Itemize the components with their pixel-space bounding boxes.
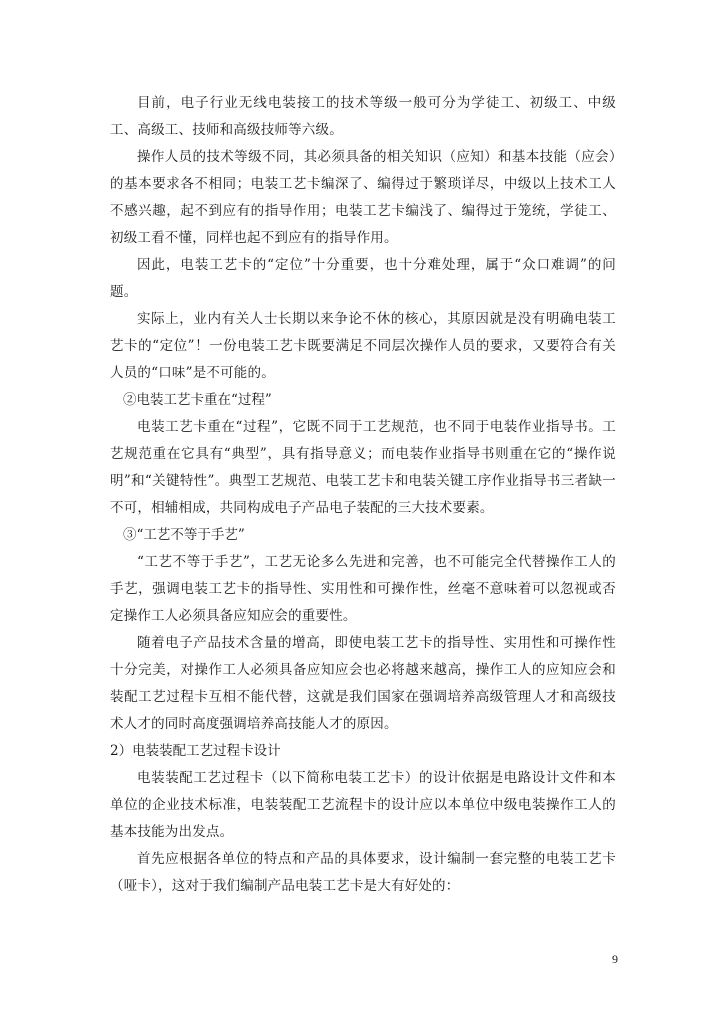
paragraph-process: 电装工艺卡重在“过程”，它既不同于工艺规范，也不同于电装作业指导书。工艺规范重在它具有“典型”，具有指导意义；而电装作业指导书则重在它的“操作说明”和“关键特性”。典型工艺规范、电装工艺卡和电装关键工序作业指导书三者缺一不可，相辅相成，共同构成电子产品电子装配的三大技术要素。 [110, 419, 616, 516]
document-body [110, 90, 616, 900]
paragraph-design-2: 首先应根据各单位的特点和产品的具体要求，设计编制一套完整的电装工艺卡（哑卡），这对于我们编制产品电装工艺卡是大有好处的： [110, 851, 616, 894]
paragraph-skill-differences: 操作人员的技术等级不同，其必须具备的相关知识（应知）和基本技能（应会）的基本要求各不相同；电装工艺卡编深了、编得过于繁琐详尽，中级以上技术工人不感兴趣，起不到应有的指导作用；电装工艺卡编浅了、编得过于笼统，学徒工、初级工看不懂，同样也起不到应有的指导作用。 [110, 149, 616, 246]
heading-section-design: 2）电装装配工艺过程卡设计 [110, 743, 281, 759]
paragraph-positioning: 因此，电装工艺卡的“定位”十分重要，也十分难处理，属于“众口难调”的问题。 [110, 257, 616, 300]
paragraph-core-dispute: 实际上，业内有关人士长期以来争论不休的核心，其原因就是没有明确电装工艺卡的“定位”！一份电装工艺卡既要满足不同层次操作人员的要求，又要符合有关人员的“口味”是不可能的。 [110, 311, 616, 381]
heading-process: ②电装工艺卡重在“过程” [123, 392, 272, 408]
paragraph-design-1: 电装装配工艺过程卡（以下简称电装工艺卡）的设计依据是电路设计文件和本单位的企业技术标准，电装装配工艺流程卡的设计应以本单位中级电装操作工人的基本技能为出发点。 [110, 770, 616, 840]
page-number: 9 [612, 952, 618, 966]
paragraph-skill-levels: 目前，电子行业无线电装接工的技术等级一般可分为学徒工、初级工、中级工、高级工、技师和高级技师等六级。 [110, 95, 616, 138]
paragraph-craft-1: “工艺不等于手艺”，工艺无论多么先进和完善，也不可能完全代替操作工人的手艺，强调电装工艺卡的指导性、实用性和可操作性，丝毫不意味着可以忽视或否定操作工人必须具备应知应会的重要性。 [110, 554, 616, 624]
heading-craft: ③“工艺不等于手艺” [123, 527, 245, 543]
paragraph-craft-2: 随着电子产品技术含量的增高，即使电装工艺卡的指导性、实用性和可操作性十分完美，对操作工人必须具备应知应会也必将越来越高，操作工人的应知应会和装配工艺过程卡互相不能代替，这就是我们国家在强调培养高级管理人才和高级技术人才的同时高度强调培养高技能人才的原因。 [110, 635, 616, 732]
